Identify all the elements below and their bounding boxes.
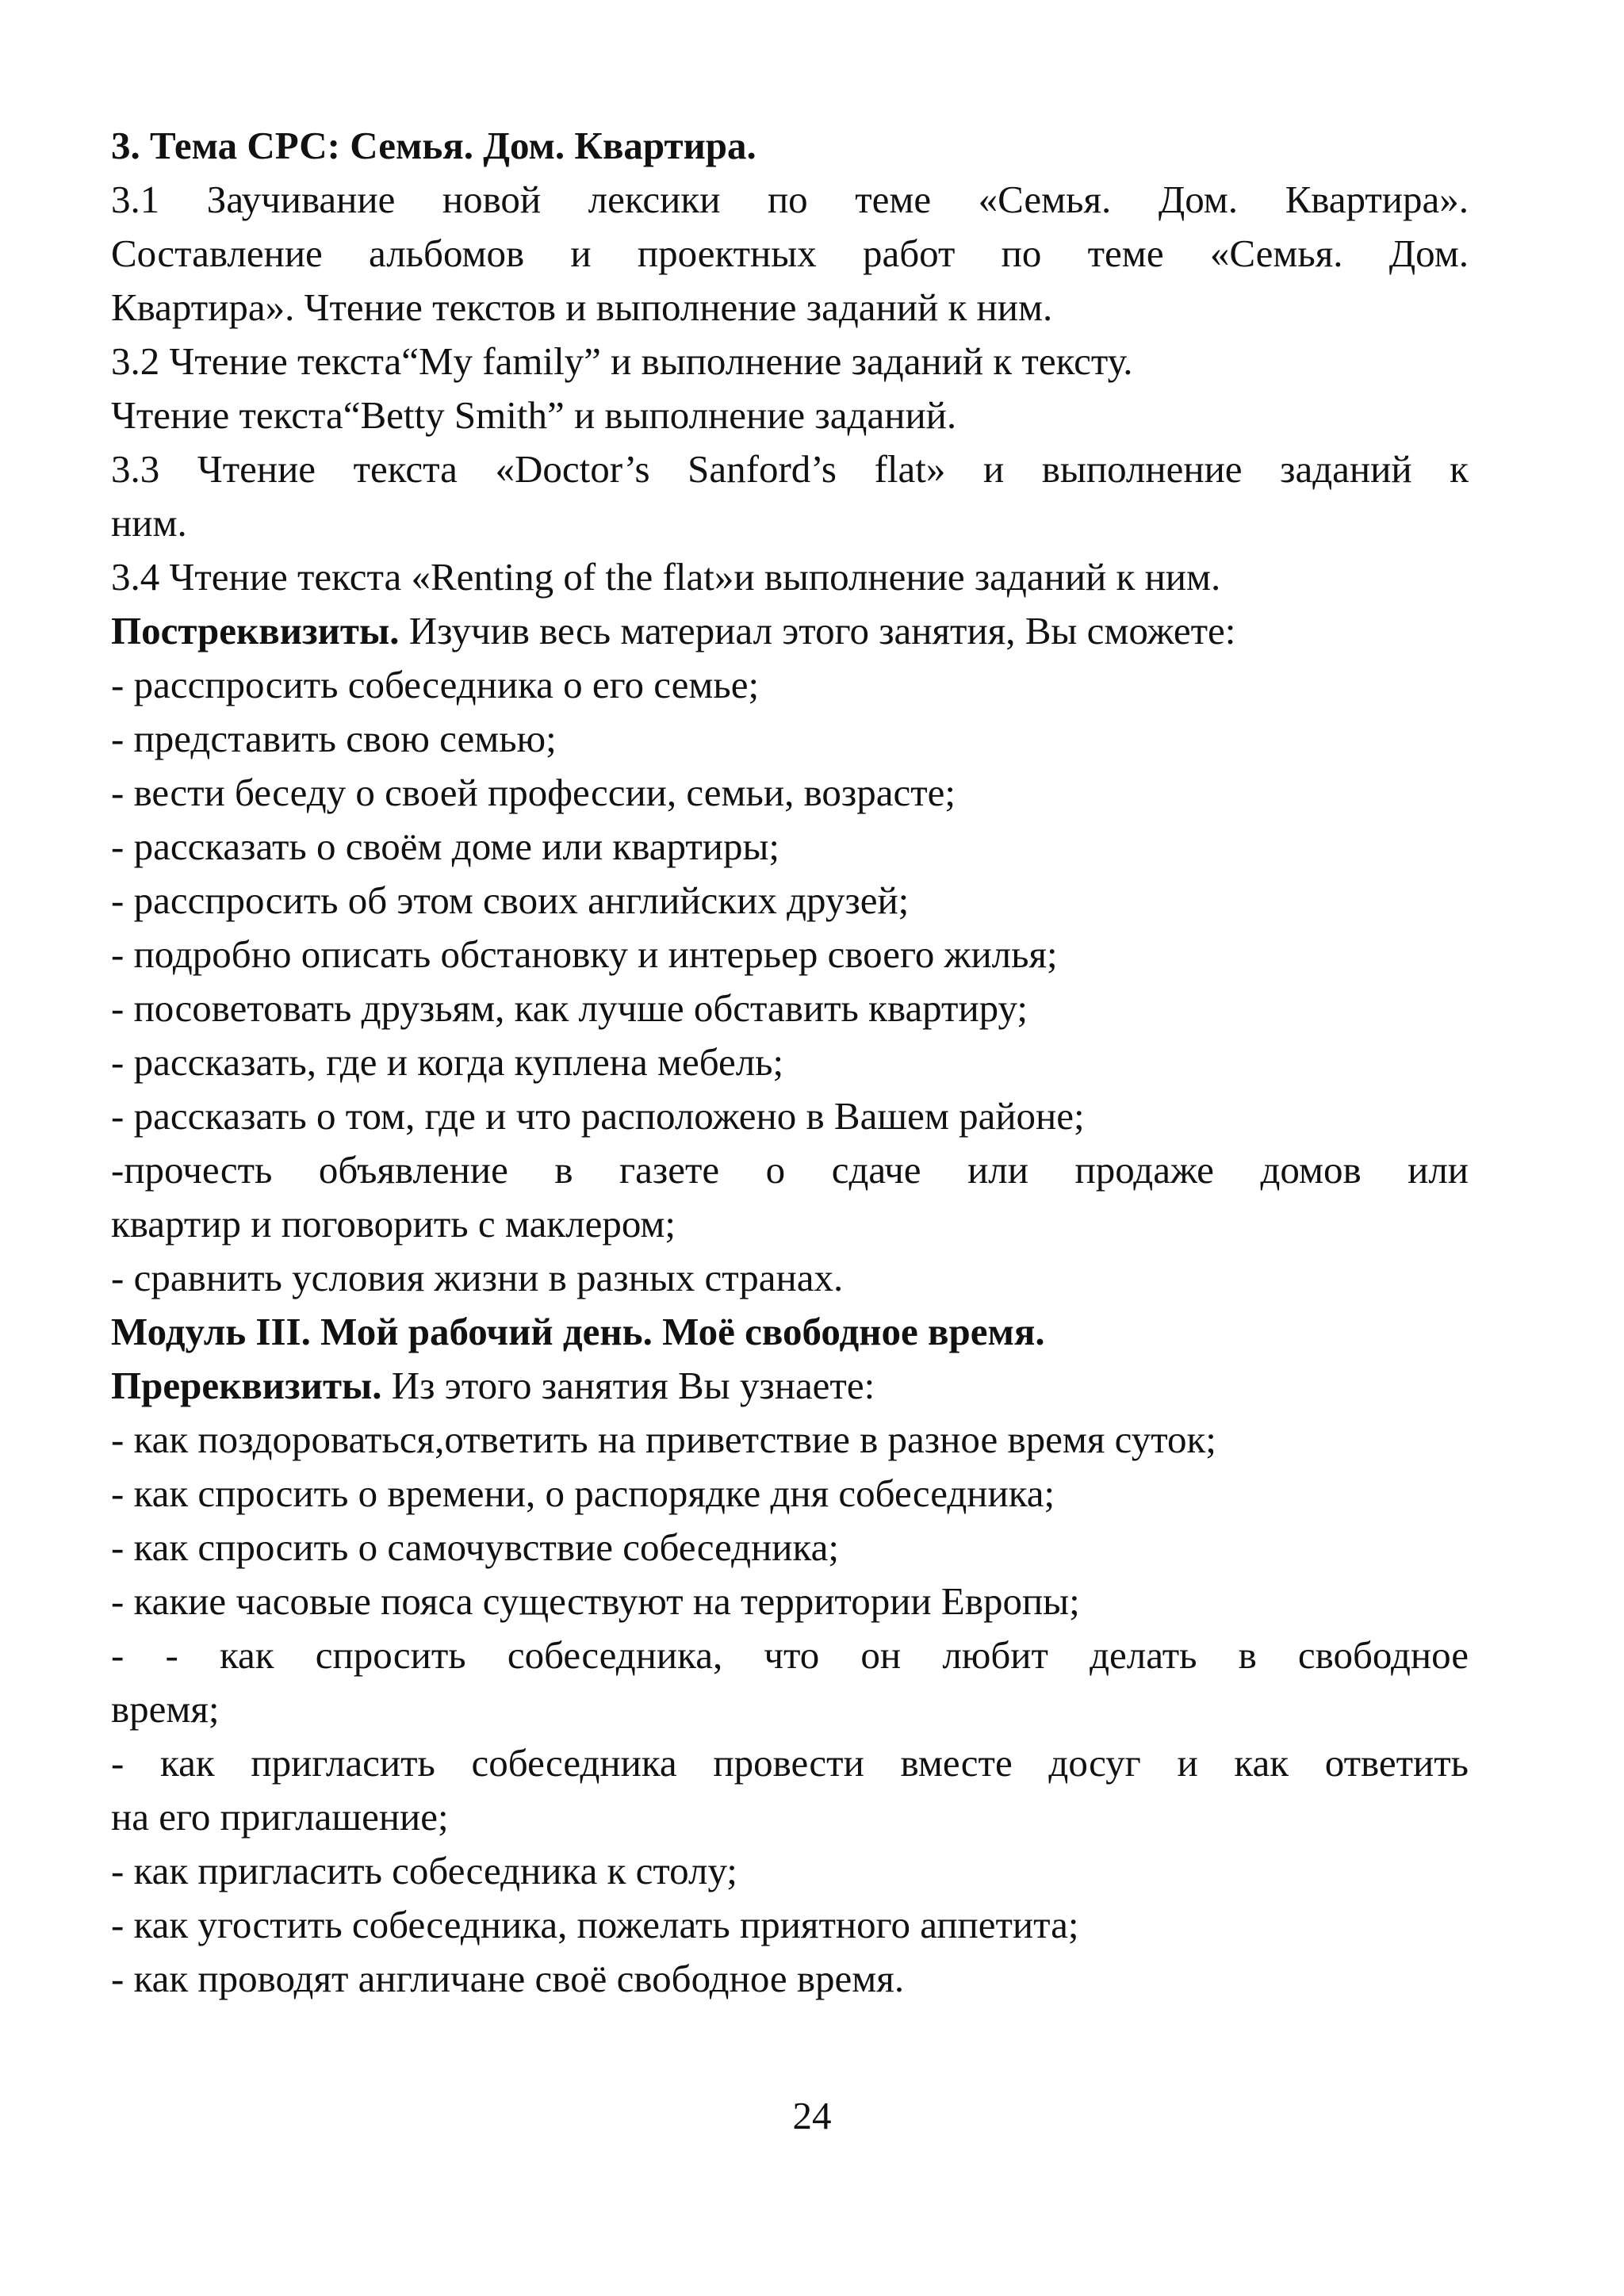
list-item: - как поздороваться,ответить на приветствие в разное время суток;: [111, 1418, 1216, 1461]
list-item: - как спросить о времени, о распорядке дня собеседника;: [111, 1471, 1055, 1515]
list-item: - рассказать, где и когда куплена мебель;: [111, 1040, 784, 1084]
list-item-leisure-line-1: - - как спросить собеседника, что он любит делать в свободное: [111, 1633, 1469, 1677]
task-3-4: 3.4 Чтение текста «Renting of the flat»и выполнение заданий к ним.: [111, 555, 1221, 599]
list-item: - сравнить условия жизни в разных странах.: [111, 1256, 844, 1299]
list-item: - рассказать о своём доме или квартиры;: [111, 825, 780, 868]
module-heading: Модуль III. Мой рабочий день. Моё свободное время.: [111, 1310, 1045, 1353]
page-body: [111, 119, 1469, 2006]
list-item-ad-line-1: -прочесть объявление в газете о сдаче или продаже домов или: [111, 1148, 1469, 1192]
list-item: - какие часовые пояса существуют на территории Европы;: [111, 1579, 1080, 1623]
task-3-3-line-1: 3.3 Чтение текста «Doctor’s Sanford’s flat» и выполнение заданий к: [111, 447, 1469, 491]
task-3-1-line-1: 3.1 Заучивание новой лексики по теме «Семья. Дом. Квартира».: [111, 178, 1469, 221]
section-heading: 3. Тема СРС: Семья. Дом. Квартира.: [111, 124, 756, 167]
prerequisites-intro: [111, 1359, 1469, 1413]
postrequisites-label: Постреквизиты.: [111, 609, 400, 652]
list-item-leisure-line-2: время;: [111, 1687, 220, 1731]
list-item-invite-line-1: - как пригласить собеседника провести вместе досуг и как ответить: [111, 1741, 1469, 1785]
list-item: - как угостить собеседника, пожелать приятного аппетита;: [111, 1903, 1079, 1946]
task-3-1-line-3: Квартира». Чтение текстов и выполнение заданий к ним.: [111, 285, 1053, 329]
list-item-invite-line-2: на его приглашение;: [111, 1795, 449, 1839]
list-item: - расспросить об этом своих английских друзей;: [111, 878, 910, 922]
postrequisites-intro: [111, 604, 1469, 658]
list-item: - как спросить о самочувствие собеседника;: [111, 1525, 839, 1569]
task-3-2-line-2: Чтение текста“Betty Smith” и выполнение заданий.: [111, 393, 957, 437]
task-3-2-line-1: 3.2 Чтение текста“My family” и выполнение заданий к тексту.: [111, 339, 1133, 383]
page-number: 24: [792, 2094, 832, 2137]
task-3-3-line-2: ним.: [111, 501, 187, 545]
list-item: - представить свою семью;: [111, 717, 557, 760]
list-item: - как пригласить собеседника к столу;: [111, 1849, 737, 1892]
list-item-ad-line-2: квартир и поговорить с маклером;: [111, 1202, 676, 1246]
task-3-1-line-2: Составление альбомов и проектных работ по теме «Семья. Дом.: [111, 232, 1469, 275]
prerequisites-label: Пререквизиты.: [111, 1364, 382, 1407]
list-item: - рассказать о том, где и что расположено в Вашем районе;: [111, 1094, 1085, 1138]
prerequisites-intro-text: Из этого занятия Вы узнаете:: [381, 1364, 875, 1407]
list-item: - расспросить собеседника о его семье;: [111, 663, 760, 706]
postrequisites-intro-text: Изучив весь материал этого занятия, Вы сможете:: [399, 609, 1236, 652]
list-item: - подробно описать обстановку и интерьер своего жилья;: [111, 932, 1058, 976]
list-item: - посоветовать друзьям, как лучше обставить квартиру;: [111, 986, 1028, 1030]
list-item: - вести беседу о своей профессии, семьи, возрасте;: [111, 771, 956, 814]
list-item: - как проводят англичане своё свободное время.: [111, 1957, 905, 2000]
